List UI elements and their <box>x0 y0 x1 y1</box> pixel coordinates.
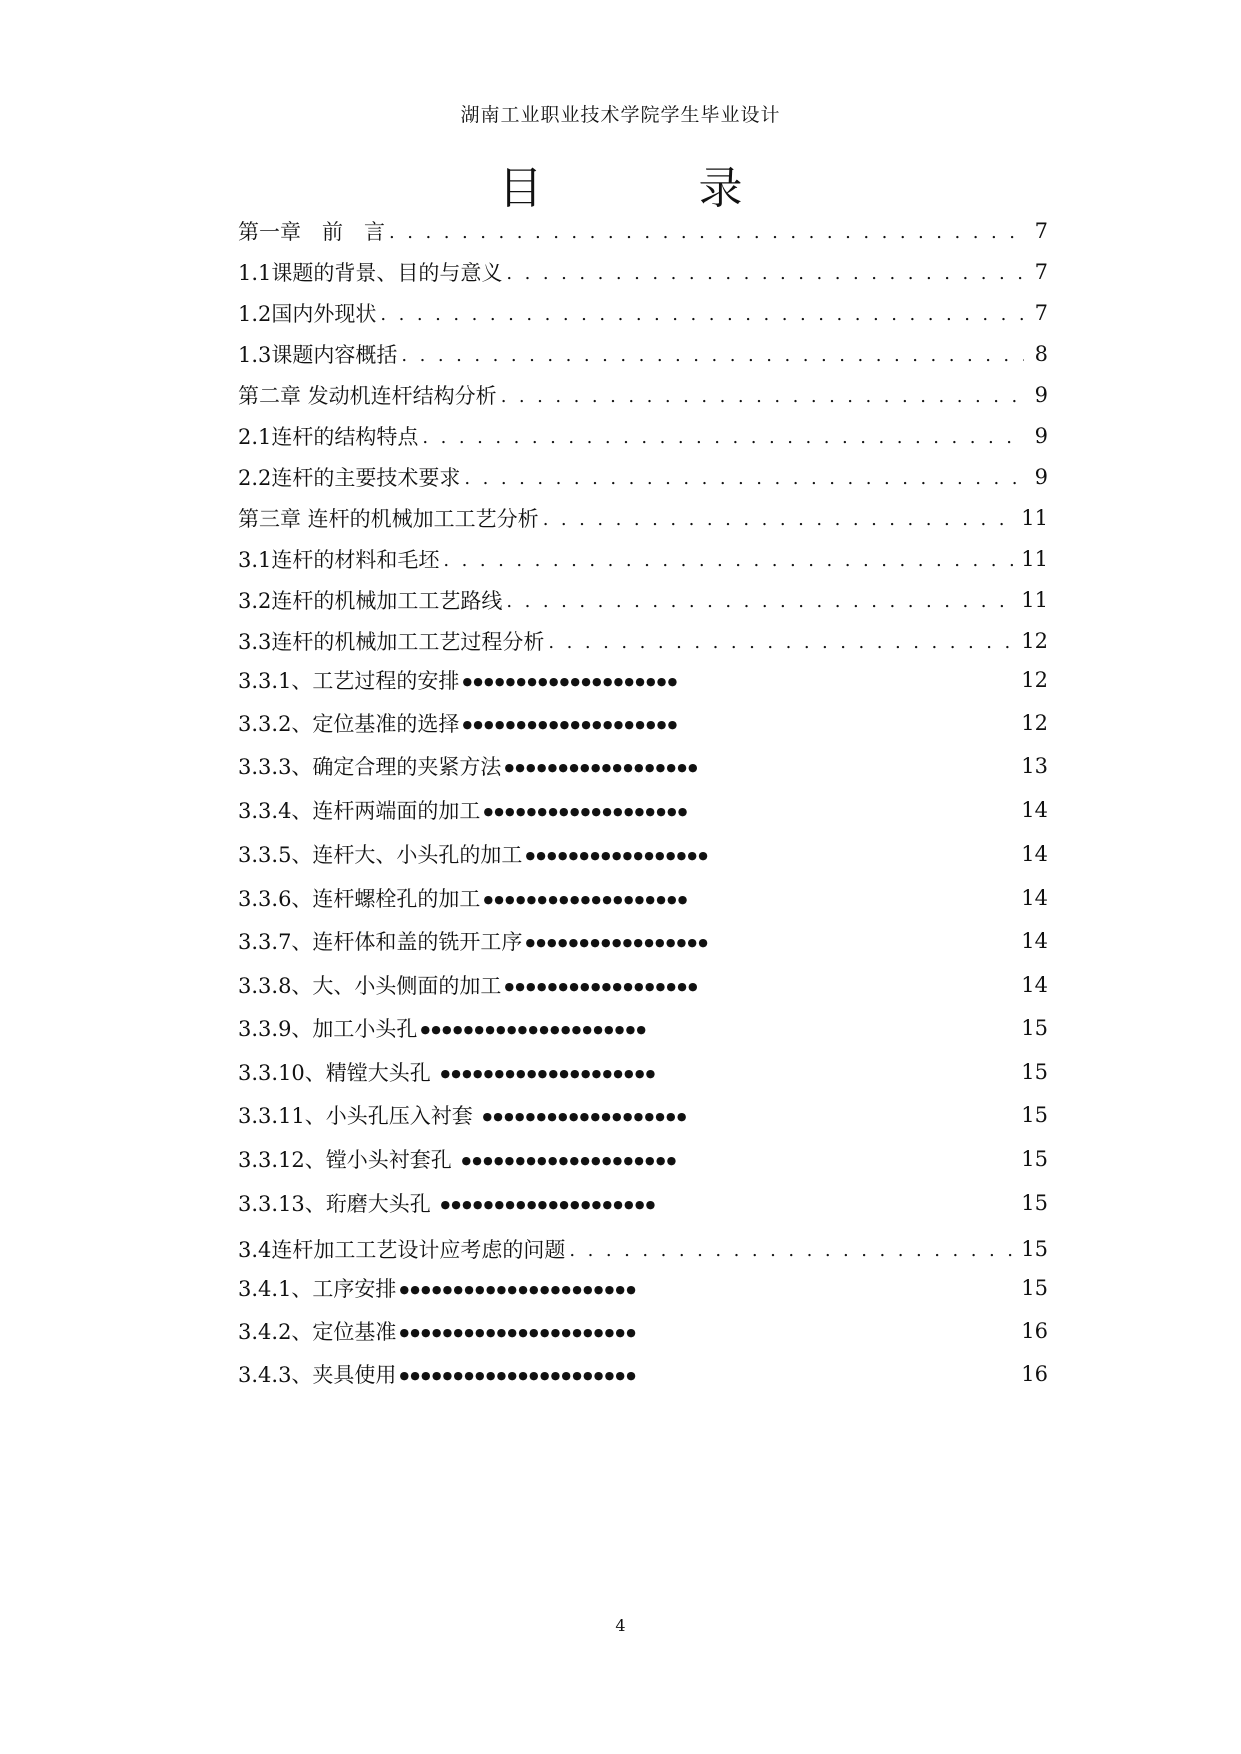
toc-entry-label: 3.4.1、工序安排 <box>238 1277 397 1301</box>
toc-entry[interactable] <box>238 254 1048 290</box>
toc-entry-label: 3.3.5、连杆大、小头孔的加工 <box>238 843 523 867</box>
toc-leader <box>548 634 1017 652</box>
toc-entry-label: 3.1连杆的材料和毛坯 <box>238 548 440 572</box>
toc-entry-label: 3.3.4、连杆两端面的加工 <box>238 799 481 823</box>
toc-leader <box>443 552 1017 570</box>
toc-leader <box>422 429 1024 447</box>
toc-entry-label: 3.4.2、定位基准 <box>238 1320 397 1344</box>
toc-leader: ●●●●●●●●●●●●●●●●●●● <box>482 1109 688 1123</box>
toc-page-number: 14 <box>1021 798 1048 822</box>
toc-leader <box>380 306 1024 324</box>
toc-leader: ●●●●●●●●●●●●●●●●● <box>525 935 710 949</box>
toc-entry[interactable] <box>238 336 1048 372</box>
toc-entry-label: 3.3.8、大、小头侧面的加工 <box>238 974 502 998</box>
toc-page-number: 15 <box>1021 1060 1048 1084</box>
toc-leader <box>506 593 1017 611</box>
toc-leader: ●●●●●●●●●●●●●●●●●●●● <box>462 717 679 731</box>
toc-entry[interactable] <box>238 880 1048 916</box>
page-title: 目 录 <box>498 163 799 214</box>
toc-entry[interactable] <box>238 1270 1048 1306</box>
toc-leader: ●●●●●●●●●●●●●●●●●●●● <box>462 674 679 688</box>
toc-entry-label: 3.3.10、精镗大头孔 <box>238 1061 438 1085</box>
toc-page-number: 16 <box>1021 1362 1048 1386</box>
toc-leader: ●●●●●●●●●●●●●●●●●●●●●● <box>399 1325 637 1339</box>
toc-page-number: 16 <box>1021 1319 1048 1343</box>
toc-leader: ●●●●●●●●●●●●●●●●●●●●●● <box>399 1368 637 1382</box>
toc-entry[interactable] <box>238 295 1048 331</box>
toc-entry-label: 3.2连杆的机械加工工艺路线 <box>238 589 503 613</box>
toc-entry-label: 3.3.2、定位基准的选择 <box>238 712 460 736</box>
toc-entry-label: 1.3课题内容概括 <box>238 343 398 367</box>
toc-entry[interactable] <box>238 748 1048 784</box>
toc-page-number: 12 <box>1021 711 1048 735</box>
toc-page-number: 11 <box>1021 547 1048 571</box>
toc-page-number: 14 <box>1021 929 1048 953</box>
toc-leader <box>543 511 1018 529</box>
toc-leader: ●●●●●●●●●●●●●●●●●●● <box>483 804 689 818</box>
toc-leader: ●●●●●●●●●●●●●●●●●●● <box>483 892 689 906</box>
toc-page-number: 12 <box>1021 668 1048 692</box>
toc-entry[interactable] <box>238 836 1048 872</box>
toc-page-number: 14 <box>1021 973 1048 997</box>
toc-entry-label: 3.3.13、珩磨大头孔 <box>238 1192 438 1216</box>
toc-entry[interactable] <box>238 1097 1048 1133</box>
toc-entry[interactable] <box>238 1141 1048 1177</box>
toc-page-number: 7 <box>1034 260 1048 284</box>
toc-entry[interactable] <box>238 1231 1048 1267</box>
toc-entry-label: 3.3.9、加工小头孔 <box>238 1017 418 1041</box>
toc-entry-label: 3.3.3、确定合理的夹紧方法 <box>238 755 502 779</box>
toc-entry-label: 3.3.11、小头孔压入衬套 <box>238 1104 480 1128</box>
toc-leader <box>389 224 1024 242</box>
toc-page-number: 9 <box>1034 424 1048 448</box>
toc-entry[interactable] <box>238 623 1048 659</box>
toc-entry[interactable] <box>238 213 1048 249</box>
toc-page-number: 12 <box>1021 629 1048 653</box>
toc-leader <box>464 470 1024 488</box>
toc-page-number: 15 <box>1021 1191 1048 1215</box>
toc-entry-label: 第二章 发动机连杆结构分析 <box>238 384 497 408</box>
toc-page-number: 7 <box>1034 219 1048 243</box>
toc-entry-label: 第三章 连杆的机械加工工艺分析 <box>238 507 539 531</box>
toc-entry-label: 3.3连杆的机械加工工艺过程分析 <box>238 630 545 654</box>
toc-leader: ●●●●●●●●●●●●●●●●● <box>525 848 710 862</box>
toc-page-number: 15 <box>1021 1016 1048 1040</box>
toc-entry[interactable] <box>238 662 1048 698</box>
running-header: 湖南工业职业技术学院学生毕业设计 <box>460 104 781 126</box>
toc-entry-label: 3.4.3、夹具使用 <box>238 1363 397 1387</box>
toc-entry[interactable] <box>238 967 1048 1003</box>
toc-entry-label: 1.1课题的背景、目的与意义 <box>238 261 503 285</box>
toc-page-number: 15 <box>1021 1147 1048 1171</box>
toc-page-number: 8 <box>1034 342 1048 366</box>
toc-entry-label: 3.3.6、连杆螺栓孔的加工 <box>238 887 481 911</box>
toc-entry[interactable] <box>238 792 1048 828</box>
toc-leader <box>506 265 1024 283</box>
toc-entry[interactable] <box>238 418 1048 454</box>
toc-page-number: 14 <box>1021 886 1048 910</box>
toc-entry[interactable] <box>238 1185 1048 1221</box>
toc-entry-label: 3.3.7、连杆体和盖的铣开工序 <box>238 930 523 954</box>
toc-page-number: 15 <box>1021 1276 1048 1300</box>
toc-page-number: 7 <box>1034 301 1048 325</box>
toc-entry[interactable] <box>238 541 1048 577</box>
toc-entry-label: 1.2国内外现状 <box>238 302 377 326</box>
toc-page-number: 11 <box>1021 506 1048 530</box>
toc-entry[interactable] <box>238 923 1048 959</box>
toc-entry[interactable] <box>238 582 1048 618</box>
toc-page-number: 14 <box>1021 842 1048 866</box>
toc-page-number: 9 <box>1034 383 1048 407</box>
toc-page-number: 11 <box>1021 588 1048 612</box>
toc-entry[interactable] <box>238 1313 1048 1349</box>
toc-entry-label: 3.3.1、工艺过程的安排 <box>238 669 460 693</box>
toc-leader <box>401 347 1024 365</box>
toc-entry-label: 第一章 前 言 <box>238 220 385 244</box>
toc-entry[interactable] <box>238 377 1048 413</box>
toc-page-number: 15 <box>1021 1237 1048 1261</box>
toc-entry[interactable] <box>238 500 1048 536</box>
toc-entry[interactable] <box>238 1010 1048 1046</box>
toc-leader: ●●●●●●●●●●●●●●●●●●●● <box>461 1153 678 1167</box>
toc-page-number: 13 <box>1021 754 1048 778</box>
toc-leader: ●●●●●●●●●●●●●●●●●● <box>504 979 699 993</box>
page-number: 4 <box>615 1616 626 1635</box>
toc-entry[interactable] <box>238 459 1048 495</box>
toc-leader: ●●●●●●●●●●●●●●●●●●●● <box>440 1066 657 1080</box>
toc-leader: ●●●●●●●●●●●●●●●●●●●●●● <box>399 1282 637 1296</box>
toc-leader: ●●●●●●●●●●●●●●●●●● <box>504 760 699 774</box>
toc-entry[interactable] <box>238 1356 1048 1392</box>
toc-entry-label: 3.4连杆加工工艺设计应考虑的问题 <box>238 1238 566 1262</box>
toc-entry-label: 2.2连杆的主要技术要求 <box>238 466 461 490</box>
toc-leader <box>569 1242 1017 1260</box>
toc-entry-label: 3.3.12、镗小头衬套孔 <box>238 1148 459 1172</box>
toc-page-number: 15 <box>1021 1103 1048 1127</box>
toc-entry-label: 2.1连杆的结构特点 <box>238 425 419 449</box>
toc-leader: ●●●●●●●●●●●●●●●●●●●●● <box>420 1022 648 1036</box>
toc-entry[interactable] <box>238 705 1048 741</box>
toc-leader <box>501 388 1024 406</box>
toc-entry[interactable] <box>238 1054 1048 1090</box>
toc-leader: ●●●●●●●●●●●●●●●●●●●● <box>440 1197 657 1211</box>
toc-page-number: 9 <box>1034 465 1048 489</box>
